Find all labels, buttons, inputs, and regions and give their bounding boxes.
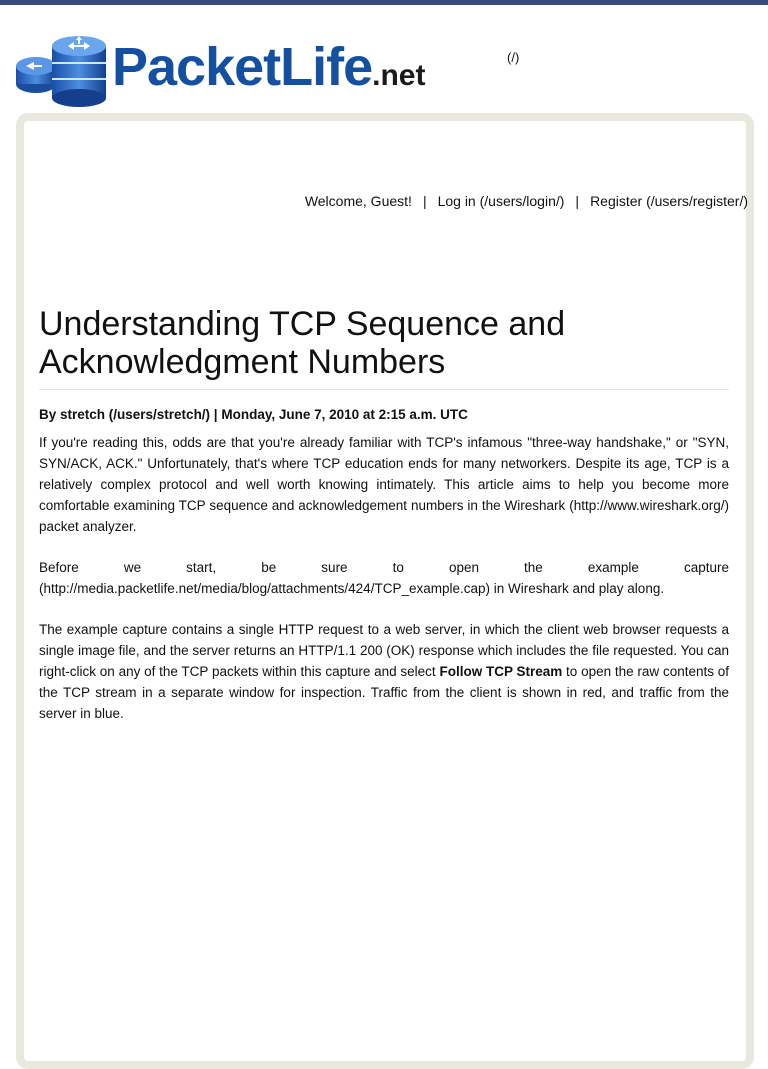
logo-name: PacketLife <box>112 37 373 97</box>
paragraph-text: to open the raw contents of the TCP stream in a separate window for inspection. Traffic from the client is shown in red, and traffic from the server in blue. <box>39 664 730 721</box>
article-body <box>39 432 729 744</box>
article-paragraph: If you're reading this, odds are that you're already familiar with TCP's infamous "three-way handshake," or "SYN, SYN/ACK, ACK." Unfortunately, that's where TCP education ends for many networkers. Despite its age, TCP is a relatively complex protocol and well worth knowing intimately. This article aims to help you become more comfortable examining TCP sequence and acknowledgement numbers in the Wireshark (http://www.wireshark.org/) packet analyzer. <box>39 435 729 534</box>
router-stack-icon <box>14 26 110 110</box>
logo-wordmark <box>112 37 426 97</box>
user-bar <box>305 193 748 209</box>
separator: | <box>575 193 580 209</box>
separator: | <box>422 193 427 209</box>
article-paragraph <box>39 619 729 724</box>
article-paragraph: Before we start, be sure to open the example capture (http://media.packetlife.net/media/blog/attachments/424/TCP_example.cap) in Wireshark and play along. <box>39 560 729 596</box>
home-link[interactable]: (/) <box>507 50 520 65</box>
follow-tcp-stream-text: Follow TCP Stream <box>439 664 563 679</box>
welcome-text: Welcome, Guest! <box>304 193 412 209</box>
article-byline: By stretch (/users/stretch/) | Monday, June 7, 2010 at 2:15 a.m. UTC <box>39 407 468 422</box>
site-logo[interactable] <box>14 26 514 110</box>
logo-tld: .net <box>372 59 426 92</box>
top-bar <box>0 0 768 5</box>
article-title: Understanding TCP Sequence and Acknowledgment Numbers <box>39 305 729 390</box>
paragraph-text: The example capture contains a single HTTP request to a web server, in which the client web browser requests a single image file, and the server returns an HTTP/1.1 200 (OK) response which includes the file requested. You can right-click on any of the TCP packets within this capture and select <box>39 622 729 679</box>
login-link[interactable]: Log in (/users/login/) <box>437 193 565 209</box>
register-link[interactable]: Register (/users/register/) <box>590 193 748 209</box>
